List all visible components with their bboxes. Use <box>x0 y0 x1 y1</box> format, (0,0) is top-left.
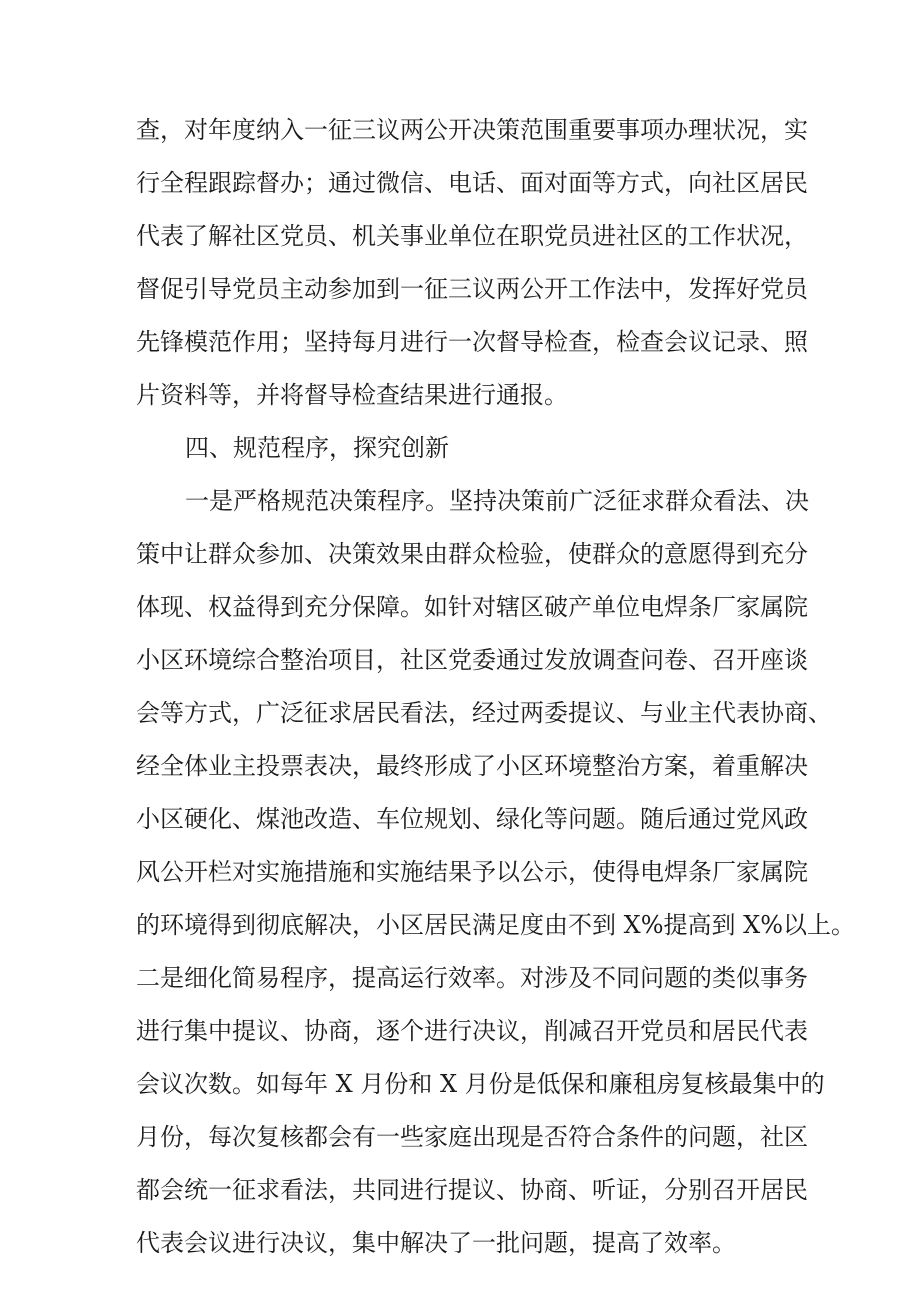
text-line: 片资料等，并将督导检查结果进行通报。 <box>136 381 568 409</box>
text-line: 进行集中提议、协商，逐个进行决议，削减召开党员和居民代表 <box>136 1017 808 1045</box>
text-line: 查，对年度纳入一征三议两公开决策范围重要事项办理状况，实 <box>136 116 808 144</box>
text-line: 体现、权益得到充分保障。如针对辖区破产单位电焊条厂家属院 <box>136 593 808 621</box>
text-line: 行全程跟踪督办；通过微信、电话、面对面等方式，向社区居民 <box>136 169 808 197</box>
text-line: 先锋模范作用；坚持每月进行一次督导检查，检查会议记录、照 <box>136 328 808 356</box>
section-heading: 四、规范程序，探究创新 <box>185 434 449 462</box>
text-line: 的环境得到彻底解决，小区居民满足度由不到 X%提高到 X%以上。 <box>136 911 856 939</box>
text-line: 风公开栏对实施措施和实施结果予以公示，使得电焊条厂家属院 <box>136 858 808 886</box>
text-line: 会议次数。如每年 X 月份和 X 月份是低保和廉租房复核最集中的 <box>136 1070 825 1098</box>
text-line: 会等方式，广泛征求居民看法，经过两委提议、与业主代表协商、 <box>136 699 832 727</box>
text-line: 策中让群众参加、决策效果由群众检验，使群众的意愿得到充分 <box>136 540 808 568</box>
text-line: 一是严格规范决策程序。坚持决策前广泛征求群众看法、决 <box>185 487 809 515</box>
text-line: 都会统一征求看法，共同进行提议、协商、听证，分别召开居民 <box>136 1176 808 1204</box>
text-line: 代表会议进行决议，集中解决了一批问题，提高了效率。 <box>136 1229 736 1257</box>
text-line: 代表了解社区党员、机关事业单位在职党员进社区的工作状况， <box>136 222 808 250</box>
text-line: 小区环境综合整治项目，社区党委通过发放调查问卷、召开座谈 <box>136 646 808 674</box>
text-line: 督促引导党员主动参加到一征三议两公开工作法中，发挥好党员 <box>136 275 808 303</box>
text-line: 月份，每次复核都会有一些家庭出现是否符合条件的问题，社区 <box>136 1123 808 1151</box>
text-line: 经全体业主投票表决，最终形成了小区环境整治方案，着重解决 <box>136 752 808 780</box>
text-line: 小区硬化、煤池改造、车位规划、绿化等问题。随后通过党风政 <box>136 805 808 833</box>
text-line: 二是细化简易程序，提高运行效率。对涉及不同问题的类似事务 <box>136 964 808 992</box>
